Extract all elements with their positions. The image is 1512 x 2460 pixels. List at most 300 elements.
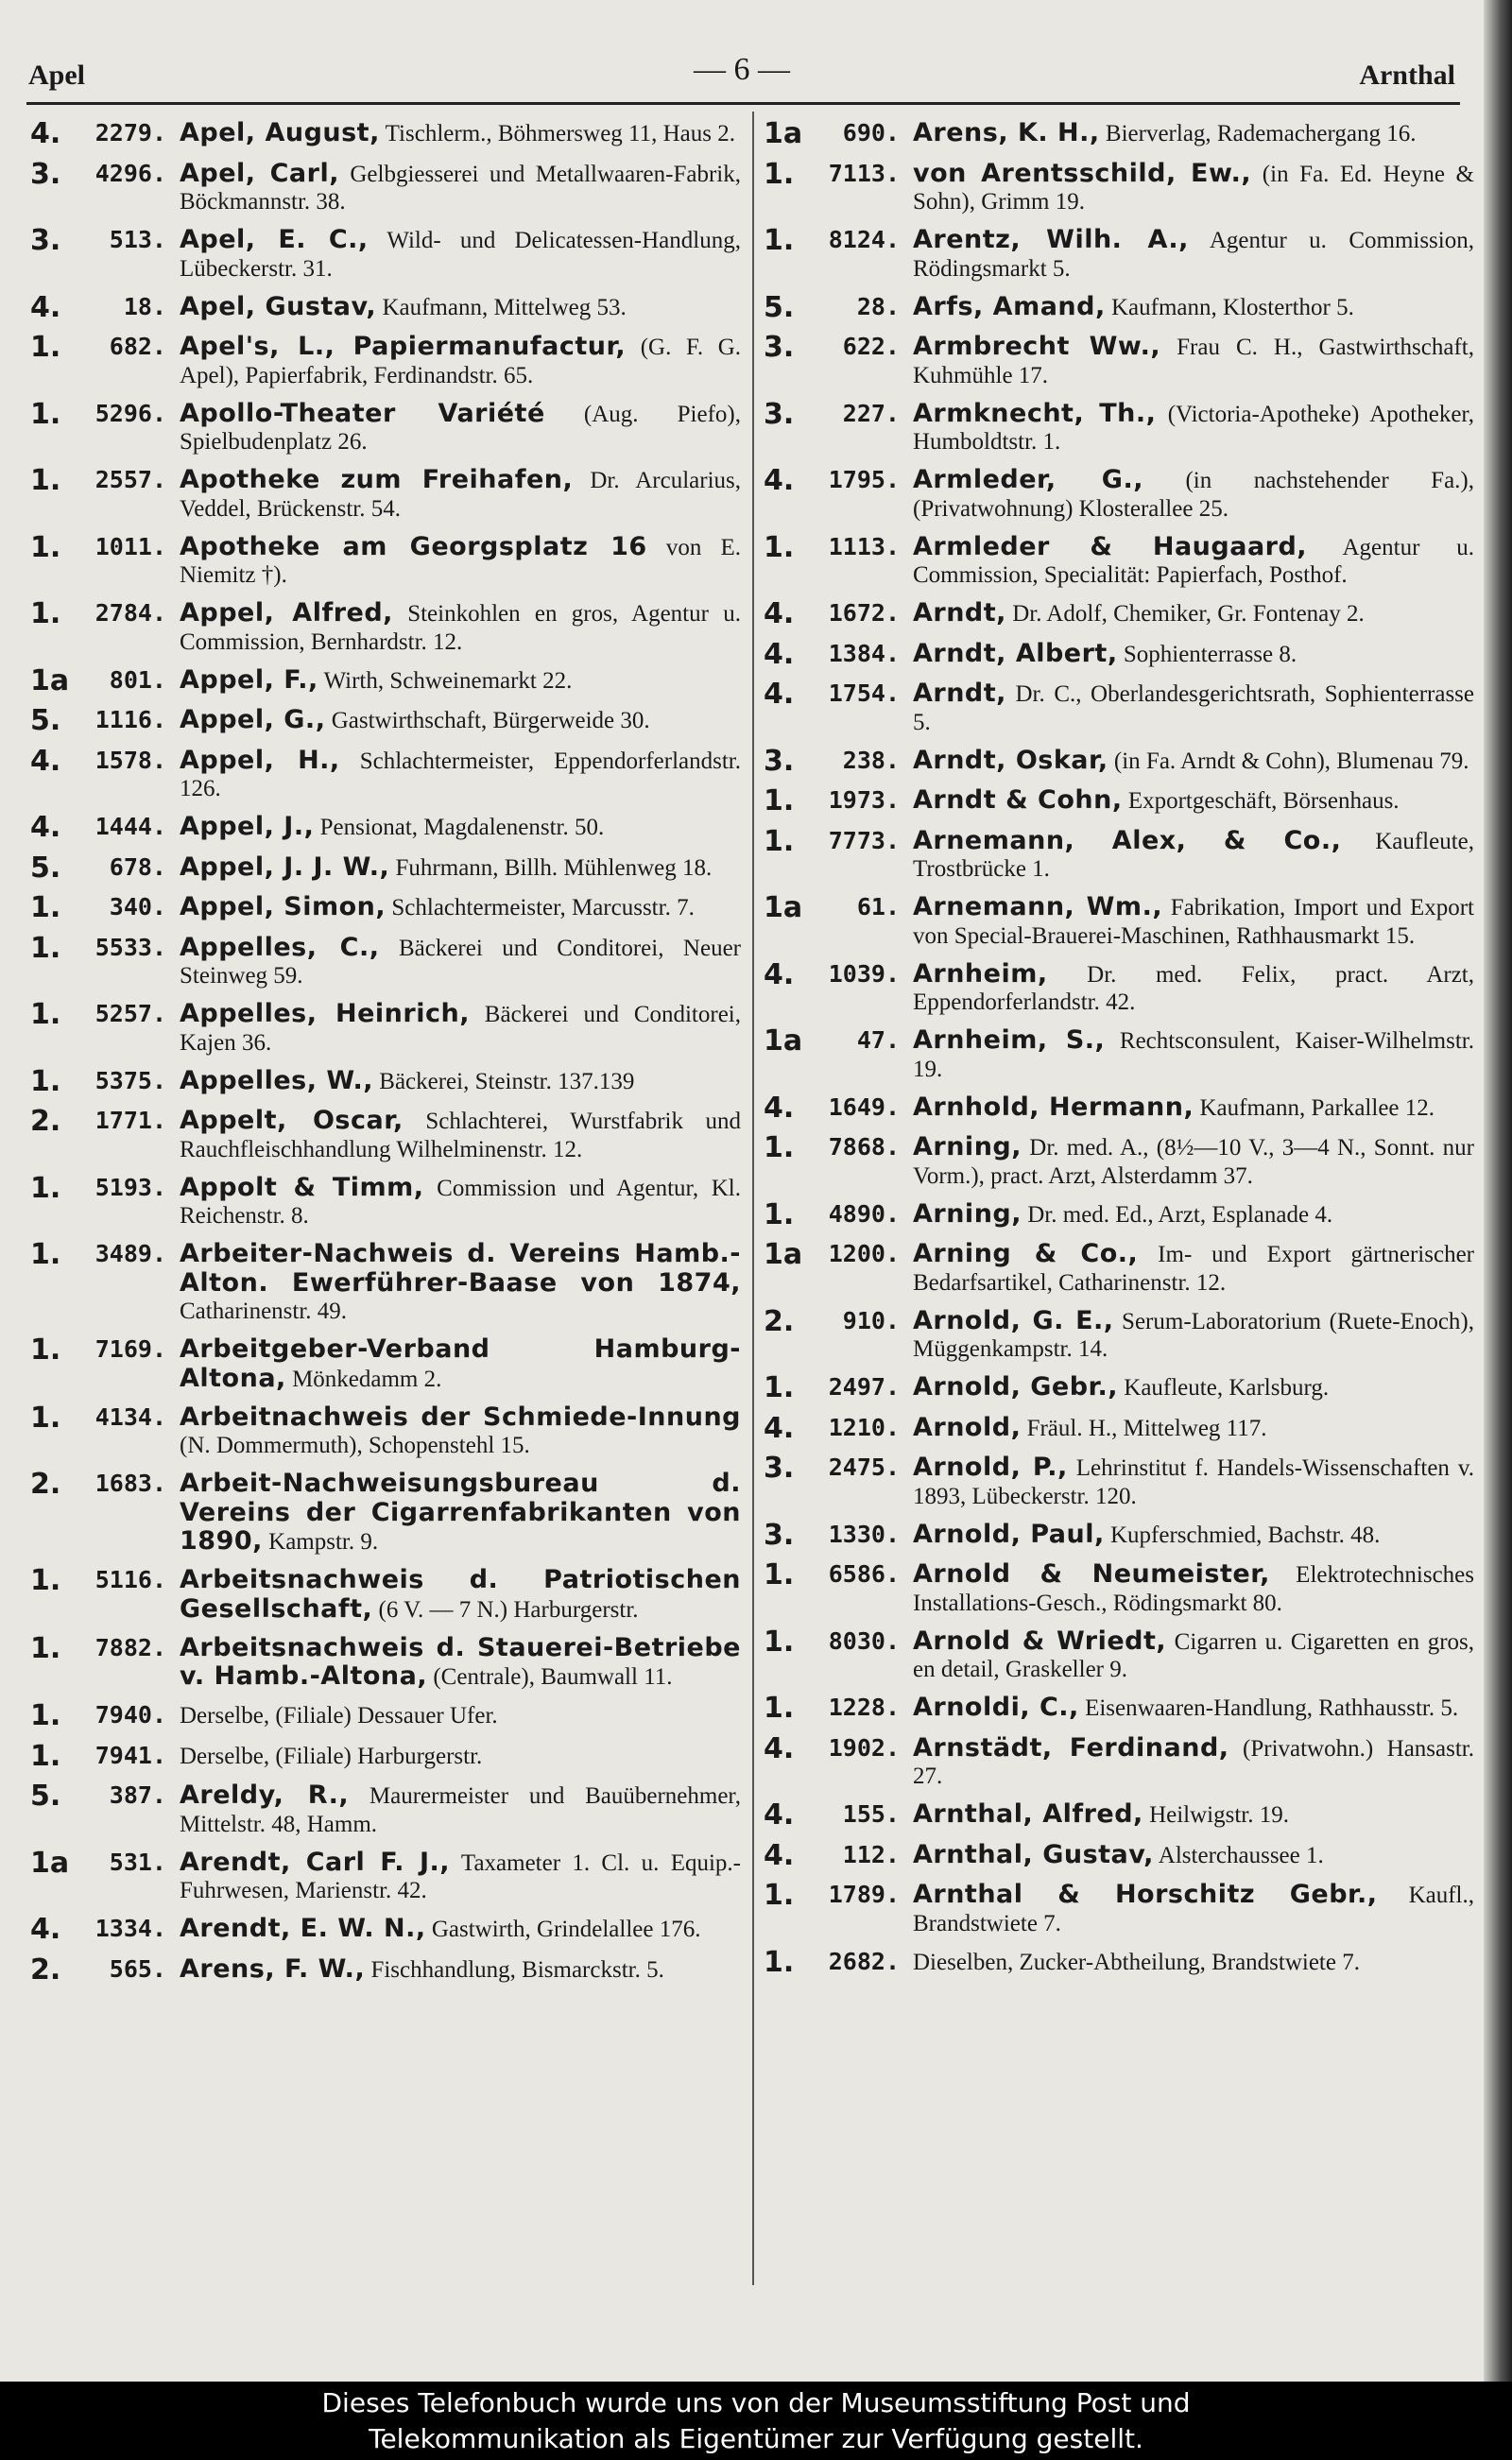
entry-text [180,853,741,883]
directory-entry [764,1881,1474,1937]
phone-number: 28. [856,292,900,320]
exchange-code: 2. [30,1468,61,1501]
directory-entry [764,157,1474,216]
entry-details: Lehrinstitut f. Handels-Wissenschaften v. 1893, Lübeckerstr. 120. [913,1455,1474,1509]
entry-name: Arbeit-Nachweisungsbureau d. Vereins der Cigarrenfabrikanten von 1890, [180,1469,741,1556]
entry-name: Arbeitsnachweis d. Patriotischen Gesellschaft, [180,1565,741,1624]
entry-details: Fischhandlung, Bismarckstr. 5. [365,1956,664,1983]
phone-number: 18. [123,292,166,320]
entry-text [180,160,741,216]
directory-entry [764,1560,1474,1617]
entry-name: Appolt & Timm, [180,1172,424,1202]
entry-name: Apel, E. C., [180,225,369,254]
exchange-code: 1. [30,1333,61,1367]
phone-number: 1789. [828,1881,900,1908]
directory-entry [764,744,1474,778]
entry-text [913,1414,1474,1443]
entry-name: Armleder & Haugaard, [913,531,1308,561]
directory-entry [764,1240,1474,1297]
entry-name: Arnheim, S., [913,1025,1106,1055]
entry-text [180,1701,741,1730]
phone-number: 47. [856,1026,900,1054]
entry-details: Dr. Arcularius, Veddel, Brückenstr. 54. [180,468,741,522]
phone-number: 8030. [828,1626,900,1655]
directory-entry [30,706,741,736]
phone-number: 1672. [828,599,900,627]
phone-number: 1902. [828,1733,900,1762]
entry-text [913,827,1474,884]
phone-number: 1771. [94,1107,166,1134]
phone-number: 5533. [94,933,166,961]
directory-entry [764,637,1474,671]
entry-text [180,1915,741,1944]
entry-text [913,333,1474,389]
entry-name: Arndt & Cohn, [913,785,1123,815]
entry-text [913,960,1474,1017]
directory-entry [764,290,1474,324]
entry-name: Appelles, C., [180,932,380,962]
entry-name: Appel, F., [180,664,318,695]
entry-text [180,333,741,389]
entry-name: Apel's, L., Papiermanufactur, [180,332,627,361]
entry-text [180,293,741,322]
exchange-code: 1. [764,1371,795,1404]
entry-details: Dr. med. Felix, pract. Arzt, Eppendorferlandstr. 42. [913,961,1474,1015]
entry-text [180,1403,741,1460]
entry-text [913,160,1474,216]
directory-entry [764,1800,1474,1831]
entry-text [180,1742,741,1771]
directory-entry [30,466,741,523]
entry-name: Arnold & Neumeister, [913,1559,1270,1589]
exchange-code: 3. [30,224,61,257]
phone-number: 7940. [94,1701,166,1729]
entry-details: Tischlerm., Böhmersweg 11, Haus 2. [379,121,736,146]
phone-number: 7868. [828,1133,900,1161]
exchange-code: 1. [30,1564,61,1597]
entry-text [180,1634,741,1692]
phone-number: 6586. [828,1560,900,1588]
exchange-code: 1. [30,931,61,965]
entry-name: Arning & Co., [913,1239,1139,1268]
directory-entry [30,599,741,656]
entry-details: Gelbgiesserei und Metallwaaren-Fabrik, Böckmannstr. 38. [180,161,741,215]
phone-number: 227. [842,399,900,427]
entry-details: Exportgeschäft, Börsenhaus. [1122,788,1400,814]
entry-text [913,1200,1474,1230]
directory-entry [764,599,1474,629]
entry-text [913,1841,1474,1870]
exchange-code: 4. [764,637,795,671]
directory-entry [30,931,741,990]
entry-details: Taxameter 1. Cl. u. Equip.-Fuhrwesen, Marienstr. 42. [180,1849,741,1903]
phone-number: 1754. [828,680,900,707]
entry-text [913,226,1474,283]
entry-details: Kupferschmied, Bachstr. 48. [1104,1522,1381,1548]
phone-number: 801. [109,665,166,694]
directory-entry [30,1739,741,1773]
entry-details: Schlachtermeister, Eppendorferlandstr. 126. [180,748,741,801]
entry-text [913,1026,1474,1083]
entry-name: Arnold & Wriedt, [913,1626,1167,1656]
entry-name: Armknecht, Th., [913,398,1157,428]
entry-details: Elektrotechnisches Installations-Gesch., Rödingsmarkt 80. [913,1562,1474,1616]
entry-name: Arnhold, Hermann, [913,1092,1194,1122]
entry-text [180,706,741,735]
entry-details: Catharinenstr. 49. [180,1299,348,1324]
exchange-code: 5. [30,704,61,737]
exchange-code: 1. [30,397,61,431]
header-right-keyword: Arnthal [1359,60,1455,91]
phone-number: 5375. [94,1066,166,1094]
exchange-code: 5. [764,290,795,324]
entry-details: Kampstr. 9. [262,1529,379,1555]
entry-details: (Victoria-Apotheke) Apotheker, Humboldtstr. 1. [913,401,1475,455]
phone-number: 910. [842,1306,900,1334]
entry-text [180,533,741,590]
entry-details: Dr. med. A., (8½—10 V., 3—4 N., Sonnt. nur Vorm.), pract. Arzt, Alsterdamm 37. [913,1135,1474,1189]
exchange-code: 1. [30,464,61,497]
entry-text [913,1734,1474,1791]
entry-name: Appel, H., [180,745,340,775]
entry-name: Appel, Alfred, [180,598,393,628]
phone-number: 531. [109,1848,166,1876]
entry-details: Bäckerei und Conditorei, Neuer Steinweg 59. [180,935,741,989]
entry-text [913,680,1474,736]
phone-number: 1200. [828,1240,900,1267]
phone-number: 513. [109,226,166,253]
entry-text [913,1560,1474,1617]
entry-details: Fuhrmann, Billh. Mühlenweg 18. [389,854,713,881]
entry-details: Frau C. H., Gastwirthschaft, Kuhmühle 17. [913,335,1474,388]
entry-details: Cigarren u. Cigaretten en gros, en detail, Graskeller 9. [913,1628,1474,1682]
exchange-code: 1. [764,1692,795,1725]
entry-details: Bäckerei und Conditorei, Kajen 36. [180,1002,741,1056]
exchange-code: 1. [30,1631,61,1665]
exchange-code: 1. [30,530,61,564]
entry-name: Arbeitgeber-Verband Hamburg-Altona, [180,1334,741,1393]
entry-details: Kaufleute, Karlsburg. [1118,1375,1330,1401]
entry-text [913,119,1474,148]
phone-number: 1210. [828,1413,900,1441]
exchange-code: 1. [30,1238,61,1271]
footer-notice [0,2382,1512,2460]
directory-entry [764,893,1474,950]
exchange-code: 1. [30,891,61,924]
entry-name: Arnemann, Wm., [913,892,1163,921]
entry-text [180,1470,741,1557]
directory-entry [764,397,1475,456]
entry-text [913,1240,1474,1297]
exchange-code: 4. [764,597,795,630]
entry-text [180,599,741,656]
entry-details: Schlachterei, Wurstfabrik und Rauchfleischhandlung Wilhelminenstr. 12. [180,1109,741,1162]
entry-name: Apotheke am Georgsplatz 16 [180,531,647,561]
entry-details: Rechtsconsulent, Kaiser-Wilhelmstr. 19. [913,1028,1474,1082]
phone-number: 1384. [828,639,900,667]
phone-number: 1795. [828,466,900,493]
phone-number: 1578. [94,746,166,774]
directory-entry [764,226,1474,283]
entry-details: (in nachstehender Fa.), (Privatwohnung) Klosterallee 25. [913,468,1474,522]
entry-text [913,1627,1474,1684]
entry-details: Wirth, Schweinemarkt 22. [318,667,573,694]
entry-text [180,466,741,523]
phone-number: 7773. [828,826,900,854]
phone-number: 7882. [94,1633,166,1661]
entry-details: Bäckerei, Steinstr. 137.139 [373,1068,635,1094]
exchange-code: 3. [764,397,795,431]
entry-name: Arnstädt, Ferdinand, [913,1732,1229,1763]
entry-text [913,1800,1474,1830]
directory-entry [30,157,741,216]
page-edge-shadow [1484,0,1512,2382]
phone-number: 3489. [94,1240,166,1267]
directory-entry [764,1518,1474,1552]
entry-name: Arning, [913,1198,1022,1229]
entry-name: Appelles, Heinrich, [180,999,470,1028]
phone-number: 2279. [94,119,166,146]
entry-text [180,1781,741,1838]
phone-number: 4890. [828,1199,900,1228]
entry-details: Bierverlag, Rademachergang 16. [1099,121,1417,146]
entry-name: Apel, August, [180,118,380,147]
phone-number: 1334. [94,1915,166,1942]
entry-name: Arnemann, Alex, & Co., [913,825,1342,855]
entry-text [180,934,741,990]
entry-details: Pensionat, Magdalenenstr. 50. [314,815,605,840]
entry-name: Apollo-Theater Variété [180,398,545,428]
entry-details: Commission und Agentur, Kl. Reichenstr. 8. [180,1175,741,1229]
exchange-code: 1. [764,1197,795,1231]
entry-text [913,640,1474,669]
entry-text [180,1240,741,1326]
entry-details: Dr. Adolf, Chemiker, Gr. Fontenay 2. [1005,601,1365,627]
exchange-code: 1. [764,157,795,191]
exchange-code: 4. [764,1731,795,1765]
entry-details: Kaufleute, Trostbrücke 1. [913,828,1474,882]
phone-number: 2557. [94,466,166,493]
exchange-code: 3. [30,157,61,191]
entry-text [913,1454,1474,1510]
entry-name: Arbeitsnachweis d. Stauerei-Betriebe v. Hamb.-Altona, [180,1632,741,1691]
exchange-code: 1. [30,1171,61,1205]
entry-text [180,119,741,148]
phone-number: 1228. [828,1694,900,1721]
exchange-code: 1. [30,1699,61,1732]
phone-number: 678. [109,852,166,881]
phone-number: 387. [109,1781,166,1809]
exchange-code: 1. [764,224,795,257]
directory-entry [764,1731,1474,1791]
entry-name: Arendt, Carl F. J., [180,1847,451,1877]
entry-name: Arning, [913,1132,1022,1161]
entry-text [180,666,741,696]
directory-entry [30,119,741,149]
entry-name: Arfs, Amand, [913,291,1106,321]
phone-number: 1649. [828,1092,900,1121]
entry-details: Dieselben, Zucker-Abtheilung, Brandstwiete 7. [913,1949,1360,1975]
exchange-code: 2. [30,1953,61,1987]
exchange-code: 1. [764,1945,795,1979]
entry-text [180,226,741,283]
entry-name: Areldy, R., [180,1780,350,1810]
phone-number: 5296. [94,399,166,427]
entry-details: Gastwirthschaft, Bürgerweide 30. [325,708,650,733]
phone-number: 2497. [828,1373,900,1401]
entry-name: Arentz, Wilh. A., [913,225,1189,254]
entry-name: Appel, J., [180,812,315,841]
entry-text [180,1335,741,1393]
entry-name: Arnold, G. E., [913,1305,1114,1335]
entry-name: Armleder, G., [913,465,1143,494]
directory-entry [764,680,1474,736]
exchange-code: 1. [30,998,61,1031]
directory-entry [30,1107,741,1163]
entry-text [913,1881,1474,1937]
phone-number: 7169. [94,1335,166,1363]
directory-entry [30,1064,741,1098]
directory-entry [764,1411,1474,1445]
exchange-code: 1. [30,331,61,364]
entry-name: Arnheim, [913,958,1048,989]
entry-details: Fabrikation, Import und Export von Special-Brauerei-Maschinen, Rathhausmarkt 15. [913,895,1474,949]
entry-text [180,1955,741,1985]
directory-entry [30,1000,741,1057]
entry-text [180,747,741,803]
exchange-code: 1. [764,1131,795,1164]
directory-entry [30,1781,741,1838]
phone-number: 690. [842,119,900,146]
exchange-code: 1a [764,891,803,924]
exchange-code: 1. [764,530,795,564]
entry-name: Appel, J. J. W., [180,852,390,882]
footer-line-1: Dieses Telefonbuch wurde uns von der Museumsstiftung Post und [321,2387,1191,2418]
entry-details: Agentur u. Commission, Specialität: Papierfach, Posthof. [913,534,1474,588]
exchange-code: 4. [764,678,795,711]
entry-details: (in Fa. Arndt & Cohn), Blumenau 79. [1108,748,1469,774]
directory-entry [30,1403,741,1460]
entry-details: Mönkedamm 2. [285,1366,442,1392]
directory-entry [30,1240,741,1326]
directory-entry [30,1566,741,1624]
exchange-code: 1. [30,597,61,630]
entry-name: Appel, G., [180,705,326,734]
entry-text [913,599,1474,628]
entry-text [180,813,741,842]
exchange-code: 1a [764,117,803,150]
phone-number: 1116. [94,706,166,733]
exchange-code: 4. [764,1798,795,1832]
phone-number: 4296. [94,159,166,187]
phone-number: 5116. [94,1566,166,1593]
entry-text [913,1694,1474,1723]
phone-number: 7941. [94,1741,166,1769]
exchange-code: 4. [30,117,61,150]
entry-text [913,466,1474,523]
entry-text [913,533,1474,590]
exchange-code: 1. [764,824,795,858]
entry-details: Schlachtermeister, Marcusstr. 7. [386,895,695,920]
directory-entry [764,1373,1474,1403]
entry-name: Apotheke zum Freihafen, [180,465,574,494]
phone-number: 5257. [94,1000,166,1027]
entry-name: Arbeitnachweis der Schmiede-Innung [180,1402,741,1432]
exchange-code: 3. [764,1518,795,1552]
directory-entry [764,1694,1474,1724]
page-header [28,52,1455,99]
entry-details: Eisenwaaren-Handlung, Rathhausstr. 5. [1078,1695,1459,1721]
phone-number: 622. [842,333,900,360]
phone-number: 2784. [94,599,166,627]
entry-text [913,747,1474,776]
exchange-code: 5. [30,851,61,885]
phone-number: 5193. [94,1173,166,1201]
exchange-code: 4. [764,1838,795,1872]
exchange-code: 1a [30,1846,70,1880]
directory-entry [30,530,741,590]
entry-name: Appelt, Oscar, [180,1106,404,1135]
entry-name: Arndt, [913,598,1006,628]
entry-name: Arnold, [913,1412,1022,1442]
entry-text [913,1307,1474,1364]
entry-details: (in Fa. Ed. Heyne & Sohn), Grimm 19. [913,161,1474,215]
phone-number: 1011. [94,532,166,560]
entry-text [180,1000,741,1057]
entry-details: Derselbe, (Filiale) Dessauer Ufer. [180,1703,498,1729]
entry-name: Arnold, Paul, [913,1519,1105,1549]
entry-name: von Arentsschild, Ew., [913,158,1252,188]
entry-details: (Aug. Piefo), Spielbudenplatz 26. [180,401,741,455]
exchange-code: 4. [764,464,795,497]
exchange-code: 1. [30,1739,61,1773]
phone-number: 2682. [828,1947,900,1975]
entry-details: von E. Niemitz †). [180,534,741,588]
entry-details: Dr. med. Ed., Arzt, Esplanade 4. [1022,1201,1333,1228]
entry-name: Arbeiter-Nachweis d. Vereins Hamb.-Alton. Ewerführer-Baase von 1874, [180,1239,741,1298]
entry-text [913,1948,1474,1977]
entry-details: Kaufmann, Parkallee 12. [1194,1094,1435,1121]
entry-name: Arndt, Albert, [913,638,1118,668]
directory-entry [30,397,741,456]
exchange-code: 1. [764,1625,795,1659]
directory-entry [764,1197,1474,1231]
entry-details: Fräul. H., Mittelweg 117. [1021,1415,1267,1441]
entry-text [180,893,741,922]
entry-details: Alsterchaussee 1. [1153,1842,1324,1868]
entry-text [913,1133,1474,1190]
entry-text [913,400,1474,456]
entry-name: Apel, Gustav, [180,291,377,321]
entry-details: Steinkohlen en gros, Agentur u. Commission, Bernhardstr. 12. [180,601,741,655]
exchange-code: 3. [764,744,795,778]
exchange-code: 4. [30,290,61,324]
entry-name: Arnold, Gebr., [913,1372,1119,1402]
directory-entry [764,1454,1474,1510]
entry-text [913,1093,1474,1123]
directory-entry [764,530,1474,590]
entry-details: (N. Dommermuth), Schopenstehl 15. [180,1433,530,1458]
directory-entry [764,119,1474,149]
phone-number: 4134. [94,1402,166,1431]
phone-number: 112. [842,1840,900,1868]
phone-number: 2475. [828,1454,900,1481]
exchange-code: 1. [764,1558,795,1591]
entry-name: Arnold, P., [913,1453,1068,1482]
entry-name: Apel, Carl, [180,158,339,188]
entry-text [913,1521,1474,1550]
entry-details: Kaufmann, Mittelweg 53. [376,294,627,320]
